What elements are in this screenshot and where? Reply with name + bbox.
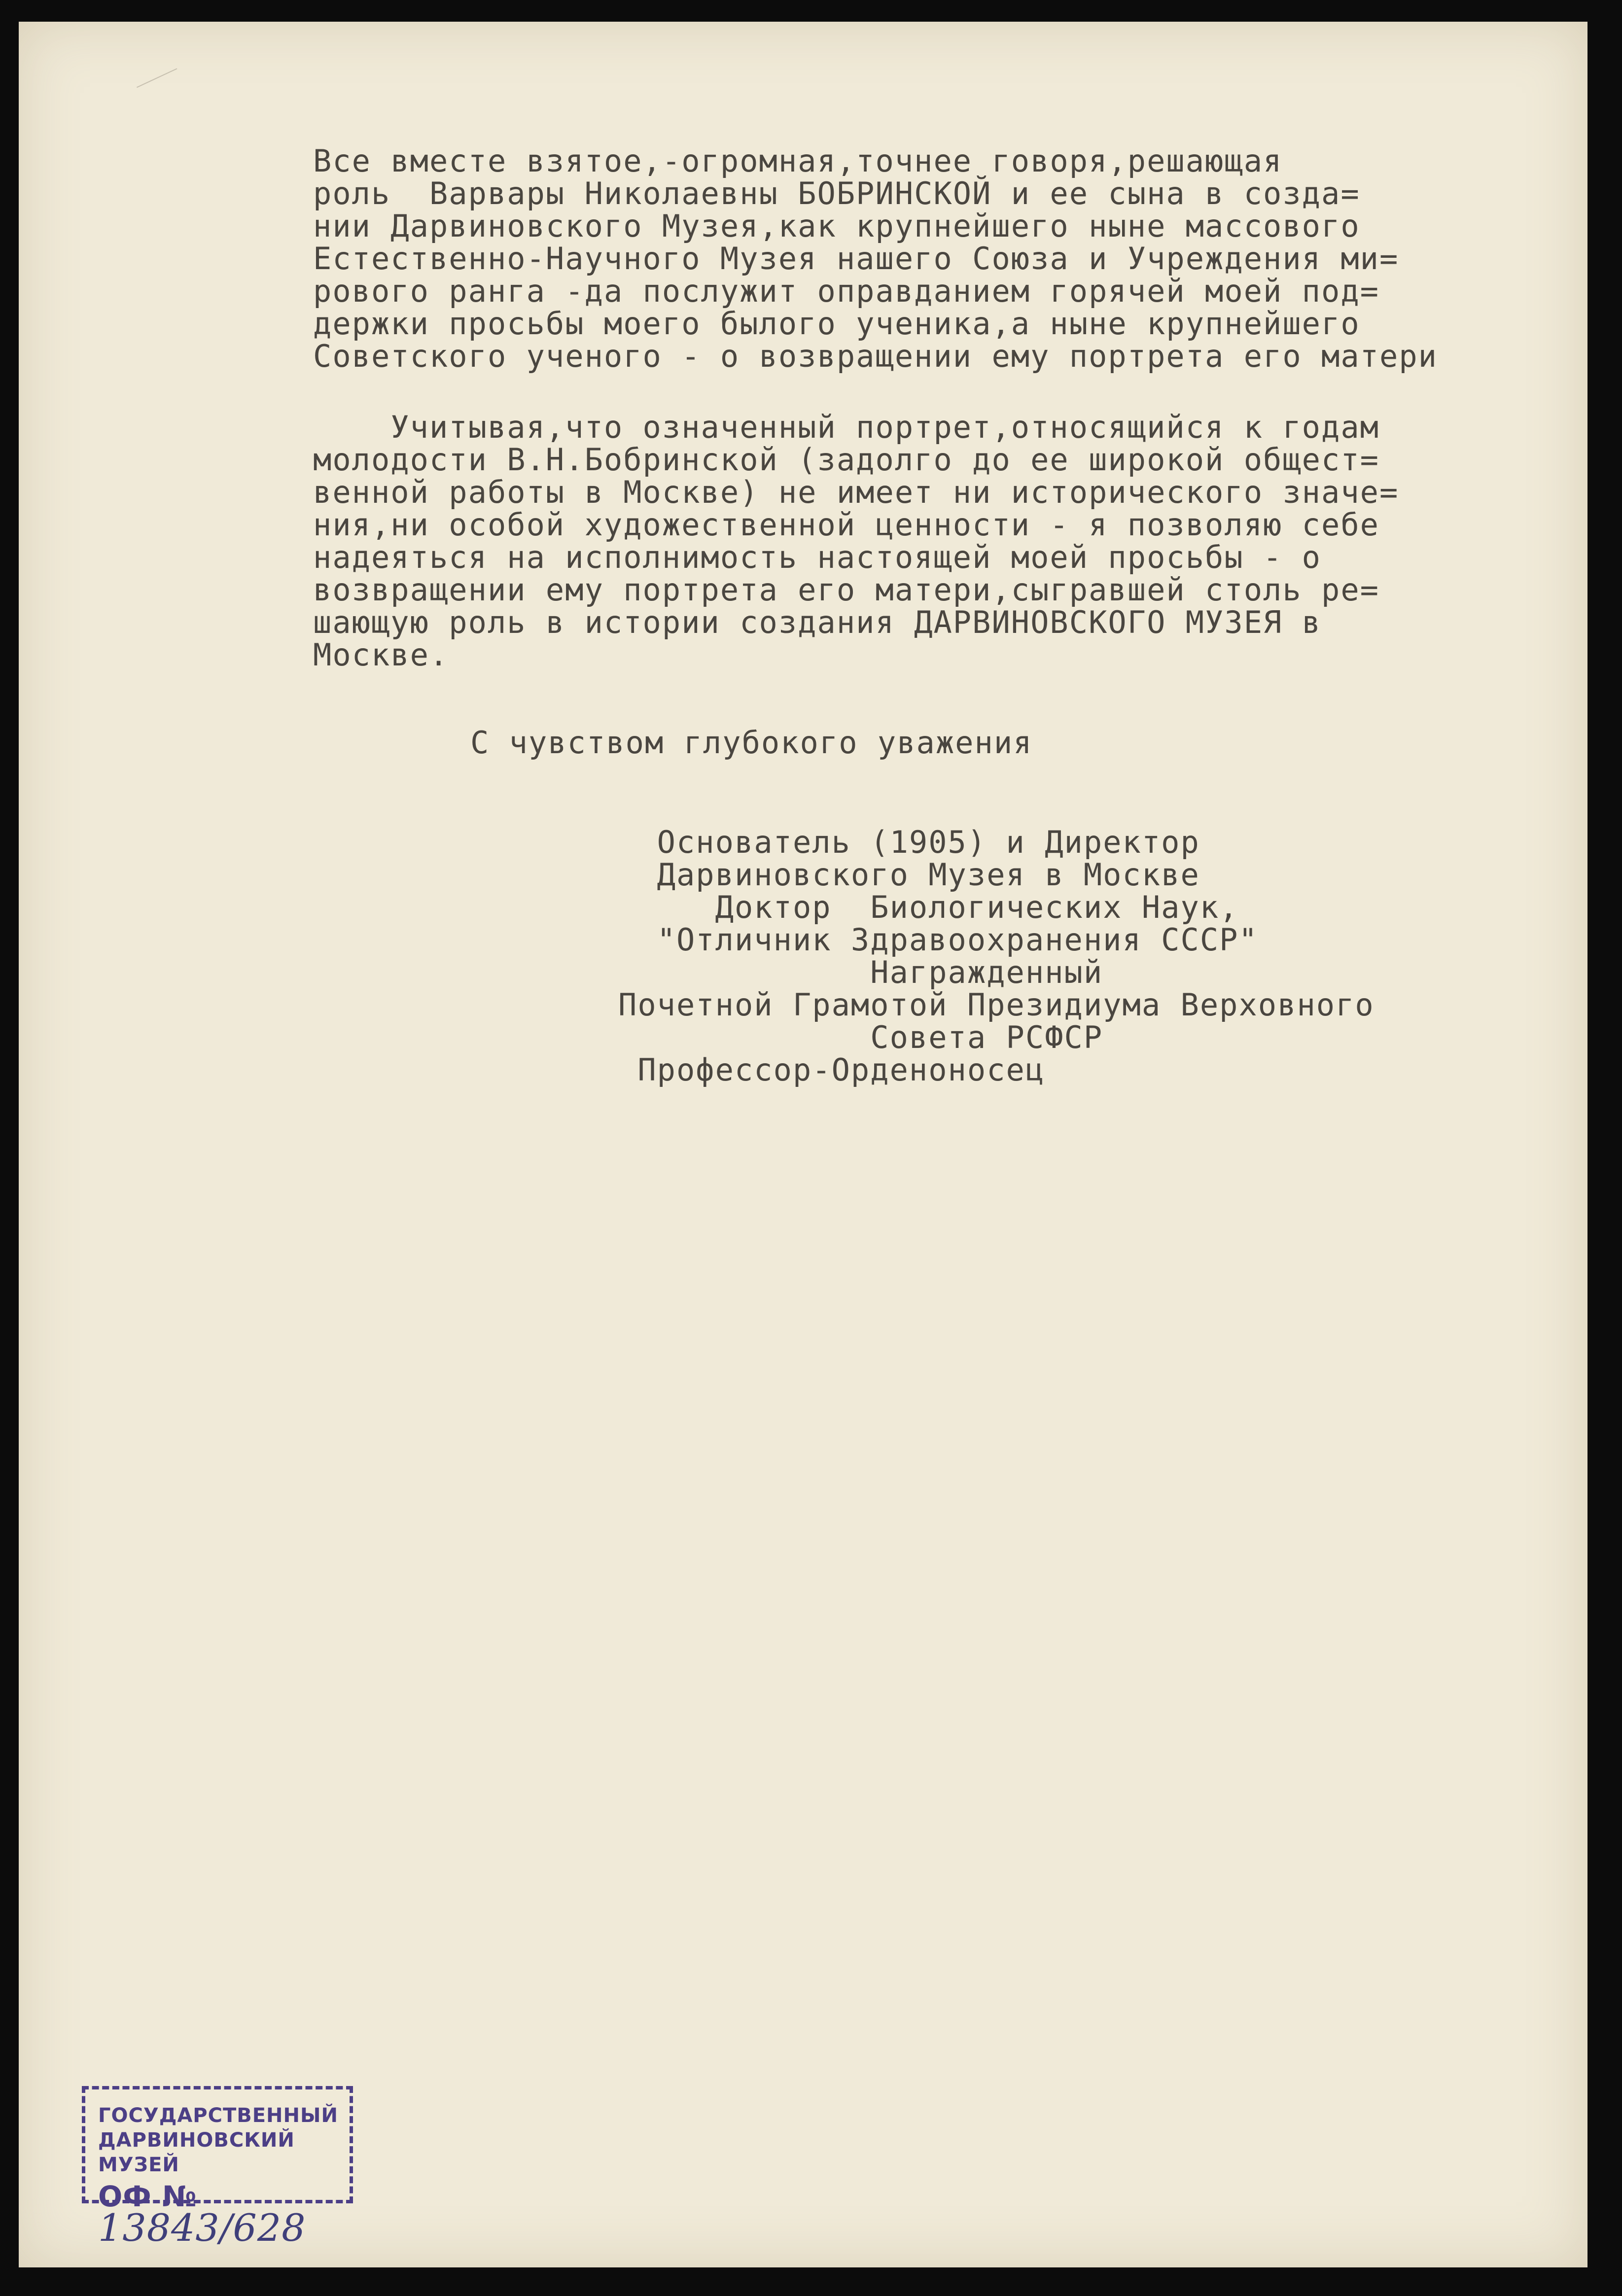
paragraph-2-line: ния,ни особой художественной ценности - я позволяю себе xyxy=(313,507,1379,543)
paragraph-2-line: Учитывая,что означенный портрет,относящийся к годам xyxy=(313,409,1379,445)
paragraph-1-line: роль Варвары Николаевны БОБРИНСКОЙ и ее сына в созда= xyxy=(313,175,1360,211)
paragraph-2-line: возвращении ему портрета его матери,сыгравшей столь ре= xyxy=(313,572,1379,608)
stamp-line-2: ДАРВИНОВСКИЙ МУЗЕЙ xyxy=(98,2129,295,2176)
pencil-mark xyxy=(137,68,192,119)
paragraph-2-line: надеяться на исполнимость настоящей моей просьбы - о xyxy=(313,539,1322,575)
signature-line: Награжденный xyxy=(618,954,1103,990)
signature-line: Основатель (1905) и Директор xyxy=(618,824,1200,860)
signature-line: Почетной Грамотой Президиума Верховного xyxy=(618,987,1375,1023)
paragraph-2 xyxy=(313,411,1399,671)
paragraph-1-line: Все вместе взятое,-огромная,точнее говоря,решающая xyxy=(313,143,1283,179)
signature-line: Доктор Биологических Наук, xyxy=(618,889,1239,925)
museum-stamp xyxy=(82,2086,353,2250)
paragraph-1-line: нии Дарвиновского Музея,как крупнейшего ныне массового xyxy=(313,208,1360,244)
paragraph-1-line: рового ранга -да послужит оправданием горячей моей под= xyxy=(313,273,1379,309)
signature-line: Дарвиновского Музея в Москве xyxy=(618,857,1200,893)
signature-line: Совета РСФСР xyxy=(618,1019,1103,1055)
stamp-prefix: ОФ № xyxy=(98,2180,197,2213)
signature-block xyxy=(618,826,1375,1086)
paragraph-1-line: Советского ученого - о возвращении ему портрета его матери xyxy=(313,338,1438,374)
paragraph-1-line: Естественно-Научного Музея нашего Союза и Учреждения ми= xyxy=(313,241,1399,277)
closing-line: С чувством глубокого уважения xyxy=(470,725,1033,761)
paragraph-2-line: Москве. xyxy=(313,637,449,673)
paragraph-1-line: держки просьбы моего былого ученика,а ныне крупнейшего xyxy=(313,306,1360,342)
paragraph-2-line: шающую роль в истории создания ДАРВИНОВСКОГО МУЗЕЯ в xyxy=(313,604,1322,640)
signature-line: "Отличник Здравоохранения СССР" xyxy=(618,922,1258,958)
paragraph-2-line: венной работы в Москве) не имеет ни исторического значе= xyxy=(313,474,1399,510)
stamp-line-1: ГОСУДАРСТВЕННЫЙ xyxy=(98,2104,338,2127)
document-sheet xyxy=(19,22,1587,2267)
stamp-number-row xyxy=(98,2179,350,2251)
signature-line: Профессор-Орденоносец xyxy=(618,1052,1045,1088)
stamp-number: 13843/628 xyxy=(98,2206,306,2250)
paragraph-1 xyxy=(313,145,1438,373)
paragraph-2-line: молодости В.Н.Бобринской (задолго до ее широкой общест= xyxy=(313,442,1379,478)
